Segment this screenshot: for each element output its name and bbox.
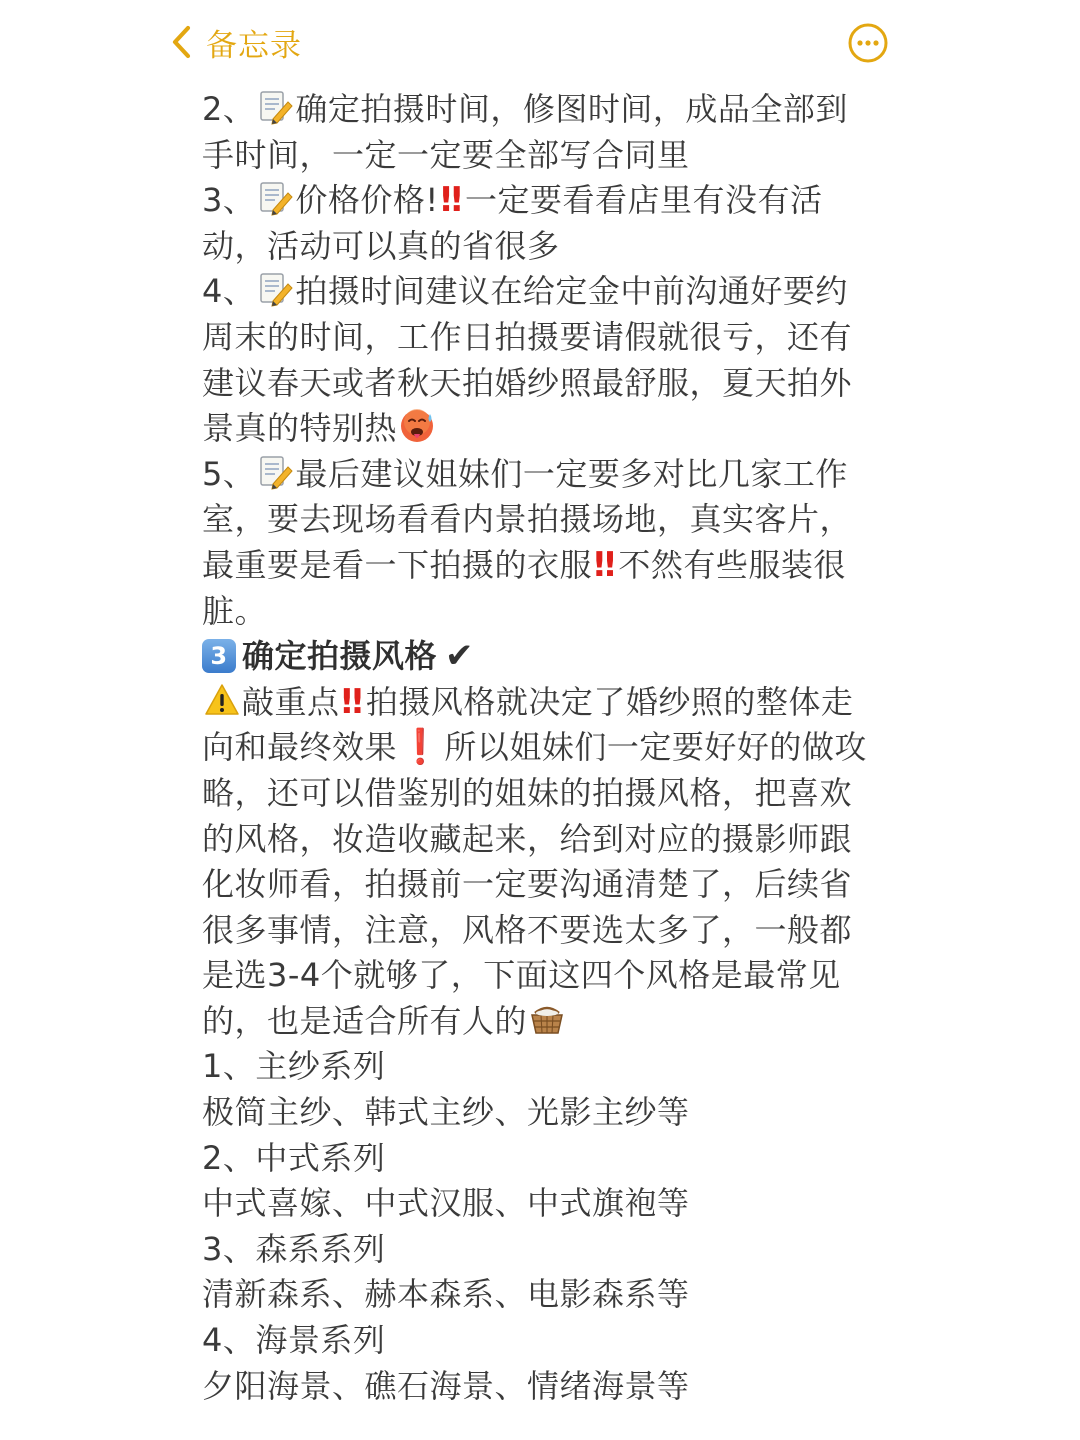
note-line [202, 771, 892, 817]
note-line [202, 589, 892, 635]
note-text: 周末的时间，工作日拍摄要请假就很亏，还有 [202, 317, 853, 356]
hot-face-icon [399, 408, 435, 444]
basket-icon [529, 1001, 565, 1037]
keycap-three-icon: 3 [202, 639, 236, 673]
warning-icon [204, 682, 240, 718]
note-line [202, 953, 892, 999]
note-text: 向和最终效果 [202, 728, 398, 767]
back-label: 备忘录 [206, 27, 302, 64]
double-exclamation-icon: ‼ [594, 544, 613, 585]
memo-icon [257, 271, 293, 307]
note-text: 确定拍摄时间，修图时间，成品全部到 [295, 90, 848, 128]
style-heading-text: 2、中式系列 [202, 1138, 386, 1177]
note-text: 室，要去现场看看内景拍摄场地，真实客片， [202, 500, 853, 539]
note-text: 化妆师看，拍摄前一定要沟通清楚了，后续省 [202, 865, 853, 904]
note-text: 所以姐妹们一定要好好的做攻 [444, 728, 867, 767]
note-text: 脏。 [202, 591, 268, 630]
list-number: 3、 [202, 181, 256, 220]
section-title: 确定拍摄风格 [242, 637, 438, 676]
note-text: 拍摄风格就决定了婚纱照的整体走 [365, 682, 854, 721]
more-options-button[interactable] [848, 23, 888, 63]
check-mark-icon: ✔ [445, 636, 475, 677]
note-line [202, 908, 892, 954]
note-text: 最重要是看一下拍摄的衣服 [202, 545, 593, 584]
note-line [202, 725, 892, 771]
list-number: 4、 [202, 272, 256, 311]
note-line [202, 361, 892, 407]
note-text: 不然有些服装很 [618, 545, 846, 584]
style-items [202, 1181, 892, 1227]
double-exclamation-icon: ‼ [440, 180, 460, 221]
memo-icon [257, 89, 293, 125]
style-heading [202, 1227, 892, 1273]
note-text: 略，还可以借鉴别的姐妹的拍摄风格，把喜欢 [202, 773, 853, 812]
style-heading [202, 1044, 892, 1090]
style-heading [202, 1318, 892, 1364]
style-heading-text: 1、主纱系列 [202, 1047, 386, 1086]
double-exclamation-icon: ‼ [341, 681, 360, 722]
style-items-text: 中式喜嫁、中式汉服、中式旗袍等 [202, 1184, 690, 1223]
note-text: 一定要看看店里有没有活 [465, 181, 823, 220]
note-text: 动，活动可以真的省很多 [202, 226, 560, 265]
note-line [202, 178, 892, 224]
note-text: 价格价格! [295, 181, 439, 220]
note-text: 建议春天或者秋天拍婚纱照最舒服，夏天拍外 [202, 363, 853, 402]
note-line [202, 269, 892, 315]
note-body[interactable] [202, 87, 892, 1409]
style-heading [202, 1136, 892, 1182]
style-items-text: 夕阳海景、礁石海景、情绪海景等 [202, 1366, 690, 1405]
note-line [202, 133, 892, 179]
note-text: 景真的特别热 [202, 409, 398, 448]
note-text: 是选3-4个就够了，下面这四个风格是最常见 [202, 956, 841, 995]
note-line [202, 497, 892, 543]
note-line [202, 999, 892, 1045]
note-line [202, 87, 892, 133]
chevron-left-icon [168, 22, 198, 62]
memo-icon [257, 180, 293, 216]
note-text: 的，也是适合所有人的 [202, 1001, 528, 1040]
exclamation-icon: ❗ [399, 727, 439, 768]
note-line [202, 680, 892, 726]
back-button[interactable] [168, 18, 302, 66]
note-text: 很多事情，注意，风格不要选太多了，一般都 [202, 910, 853, 949]
style-items [202, 1090, 892, 1136]
note-text: 的风格，妆造收藏起来，给到对应的摄影师跟 [202, 819, 853, 858]
section-heading [202, 634, 892, 680]
style-items [202, 1364, 892, 1410]
style-heading-text: 4、海景系列 [202, 1321, 386, 1360]
note-text: 手时间，一定一定要全部写合同里 [202, 135, 690, 174]
ellipsis-circle-icon [848, 23, 888, 63]
note-line [202, 543, 892, 589]
note-text: 拍摄时间建议在给定金中前沟通好要约 [295, 272, 848, 311]
style-items [202, 1272, 892, 1318]
note-line [202, 406, 892, 452]
list-number: 5、 [202, 454, 256, 493]
style-heading-text: 3、森系系列 [202, 1229, 386, 1268]
note-line [202, 452, 892, 498]
note-text: 敲重点 [242, 682, 340, 721]
memo-icon [257, 454, 293, 490]
note-line [202, 315, 892, 361]
style-items-text: 极简主纱、韩式主纱、光影主纱等 [202, 1093, 690, 1132]
list-number: 2、 [202, 90, 256, 128]
nav-bar [0, 0, 1080, 84]
note-text: 最后建议姐妹们一定要多对比几家工作 [295, 454, 848, 493]
note-line [202, 224, 892, 270]
note-line [202, 862, 892, 908]
style-items-text: 清新森系、赫本森系、电影森系等 [202, 1275, 690, 1314]
note-line [202, 817, 892, 863]
